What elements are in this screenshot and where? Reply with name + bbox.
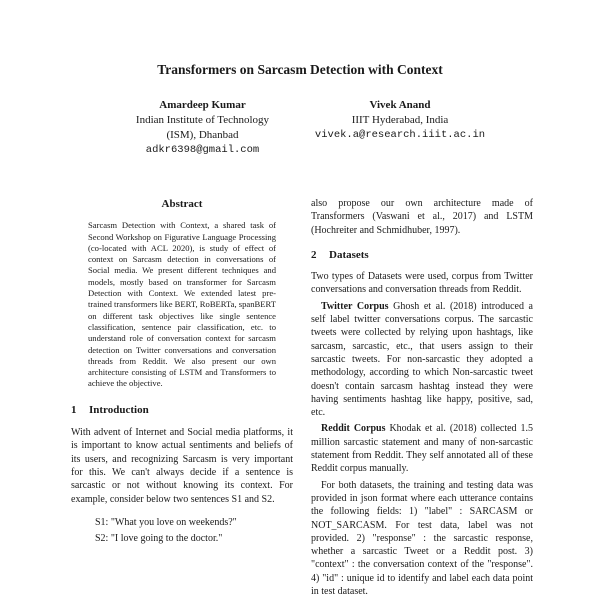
twitter-corpus-paragraph [311,300,533,420]
reddit-corpus-paragraph [311,422,533,475]
section-number: 1 [71,403,77,416]
example-s2: S2: "I love going to the doctor." [95,532,223,544]
twitter-corpus-text: Ghosh et al. (2018) introduced a self label twitter conversations corpus. The sarcastic tweets were collected by relying upon hashtags, like sarcasm, sarcastic, etc., that users assign to their sarcastic tweets. For non-sarcastic they adopted a methodology, according to which Non-sarcastic tweet doesn't contain sarcasm hashtag instead they were having sentiments hashtag like happy, positive, sad, etc. [311,300,533,419]
abstract-heading: Abstract [161,198,203,210]
section-title: Introduction [89,403,149,416]
continuation-paragraph: also propose our own architecture made of Transformers (Vaswani et al., 2017) and LSTM (Hochreiter and Schmidhuber, 1997). [311,198,533,236]
author-affiliation: Indian Institute of Technology [135,114,270,126]
datasets-paragraph: Two types of Datasets were used, corpus from Twitter conversations and conversation threads from Reddit. [311,271,533,296]
right-column [311,197,533,598]
example-sentences [95,515,293,547]
abstract-text: Sarcasm Detection with Context, a shared task of Second Workshop on Figurative Language Processing (co-located with ACL 2020), is study of effect of context on Sarcasm detection in conversations of Social media. We present different techniques and models, mostly based on transformer for Sarcasm Detection with Context. We extended latest pre-trained transformers like BERT, RoBERTa, spanBERT on different task objectives like single sentence classification, sentence pair classification, etc. to understand role of conversation context for sarcasm detection on Twitter conversations and conversation threads from Reddit. We also present our own architecture consisting of LSTM and Transformers to achieve the objective. [88,220,276,389]
section-heading-introduction [71,404,293,417]
section-number: 2 [311,248,317,261]
reddit-corpus-label: Reddit Corpus [321,423,386,435]
intro-paragraph: With advent of Internet and Social media platforms, it is important to know actual sentiments and beliefs of its users, and recognizing Sarcasm is very important for this. We can't always decide if a sentence is sarcastic or not without knowing its context. For example, consider below two sentences S1 and S2. [71,427,293,505]
author-name: Vivek Anand [369,99,431,111]
paper-title: Transformers on Sarcasm Detection with Context [157,62,443,77]
author-affiliation: (ISM), Dhanbad [166,129,239,141]
author-name: Amardeep Kumar [159,99,246,111]
reddit-corpus-text: Khodak et al. (2018) collected 1.5 million sarcastic statement and many of non-sarcastic statement from Reddit. They self annotated all of these Reddit corpus manually. [311,423,533,475]
author-affiliation: IIIT Hyderabad, India [351,114,449,126]
left-column [71,198,293,547]
section-heading-datasets [311,249,533,262]
author-block-1 [115,98,290,158]
twitter-corpus-label: Twitter Corpus [321,300,389,312]
section-title: Datasets [329,248,369,261]
author-block-2 [300,98,500,143]
author-email: adkr6398@gmail.com [145,144,260,156]
author-email: vivek.a@research.iiit.ac.in [314,129,486,141]
data-format-paragraph: For both datasets, the training and testing data was provided in json format where each utterance contains the following fields: 1) "label" : SARCASM or NOT_SARCASM. For test data, label was not provided. 2) "response" : the sarcastic response, whether a sarcastic Tweet or a Reddit post. 3) "context" : the conversation context of the "response". 4) "id" : unique id to identify and label each data point in test dataset. [311,479,533,598]
example-s1: S1: "What you love on weekends?" [95,516,237,528]
